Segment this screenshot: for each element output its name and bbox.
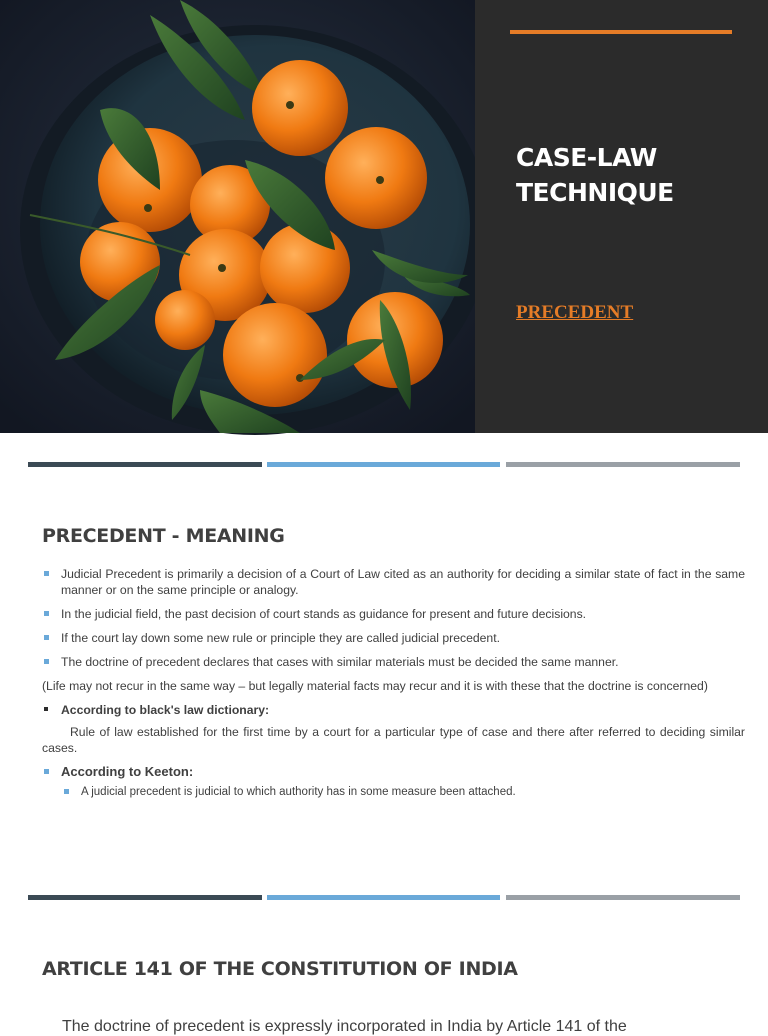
bullet-icon [44, 659, 49, 664]
title-slide [0, 0, 768, 433]
blacks-label: According to black's law dictionary: [61, 703, 270, 717]
slide-heading: PRECEDENT - MEANING [42, 525, 285, 547]
list-item [42, 764, 745, 780]
title-panel [475, 0, 768, 433]
bullet-icon [44, 611, 49, 616]
keeton-definition: A judicial precedent is judicial to which authority has in some measure been attached. [81, 786, 516, 798]
keeton-label: According to Keeton: [61, 764, 194, 779]
note-paragraph: (Life may not recur in the same way – but legally material facts may recur and it is with these that the doctrine is concerned) [42, 679, 708, 693]
list-item-text: Judicial Precedent is primarily a decision of a Court of Law cited as an authority for deciding a similar state of fact in the same manner or on the same principle or analogy. [61, 567, 745, 597]
list-item-text: In the judicial field, the past decision of court stands as guidance for present and future decisions. [61, 607, 587, 621]
slide-body [42, 566, 745, 808]
accent-line [510, 30, 732, 34]
list-item [42, 654, 745, 670]
bullet-icon [44, 571, 49, 576]
slide-title: CASE-LAW TECHNIQUE [516, 143, 674, 207]
bullet-icon [44, 769, 49, 774]
meaning-slide [0, 433, 768, 903]
list-item-text: If the court lay down some new rule or principle they are called judicial precedent. [61, 631, 500, 645]
divider-bar-blue [267, 895, 500, 900]
slide-subtitle-link[interactable]: PRECEDENT [516, 302, 634, 323]
article-heading: ARTICLE 141 OF THE CONSTITUTION OF INDIA [42, 958, 518, 980]
oranges-bowl-image [0, 0, 475, 433]
list-item [42, 606, 745, 622]
article-text-partial: The doctrine of precedent is expressly incorporated in India by Article 141 of the [62, 1018, 627, 1035]
divider-bar-gray [506, 895, 740, 900]
bullet-icon [44, 707, 48, 711]
blacks-definition: Rule of law established for the first time by a court for a particular type of case and there after referred to deciding similar cases. [42, 725, 745, 755]
divider-bar-dark [28, 895, 262, 900]
list-item [42, 630, 745, 646]
list-item [42, 566, 745, 598]
list-item-text: The doctrine of precedent declares that cases with similar materials must be decided the same manner. [61, 655, 619, 669]
list-item [42, 702, 745, 718]
bullet-icon [64, 789, 69, 794]
divider-bars [28, 895, 740, 900]
sub-list-item [42, 784, 745, 800]
bullet-icon [44, 635, 49, 640]
